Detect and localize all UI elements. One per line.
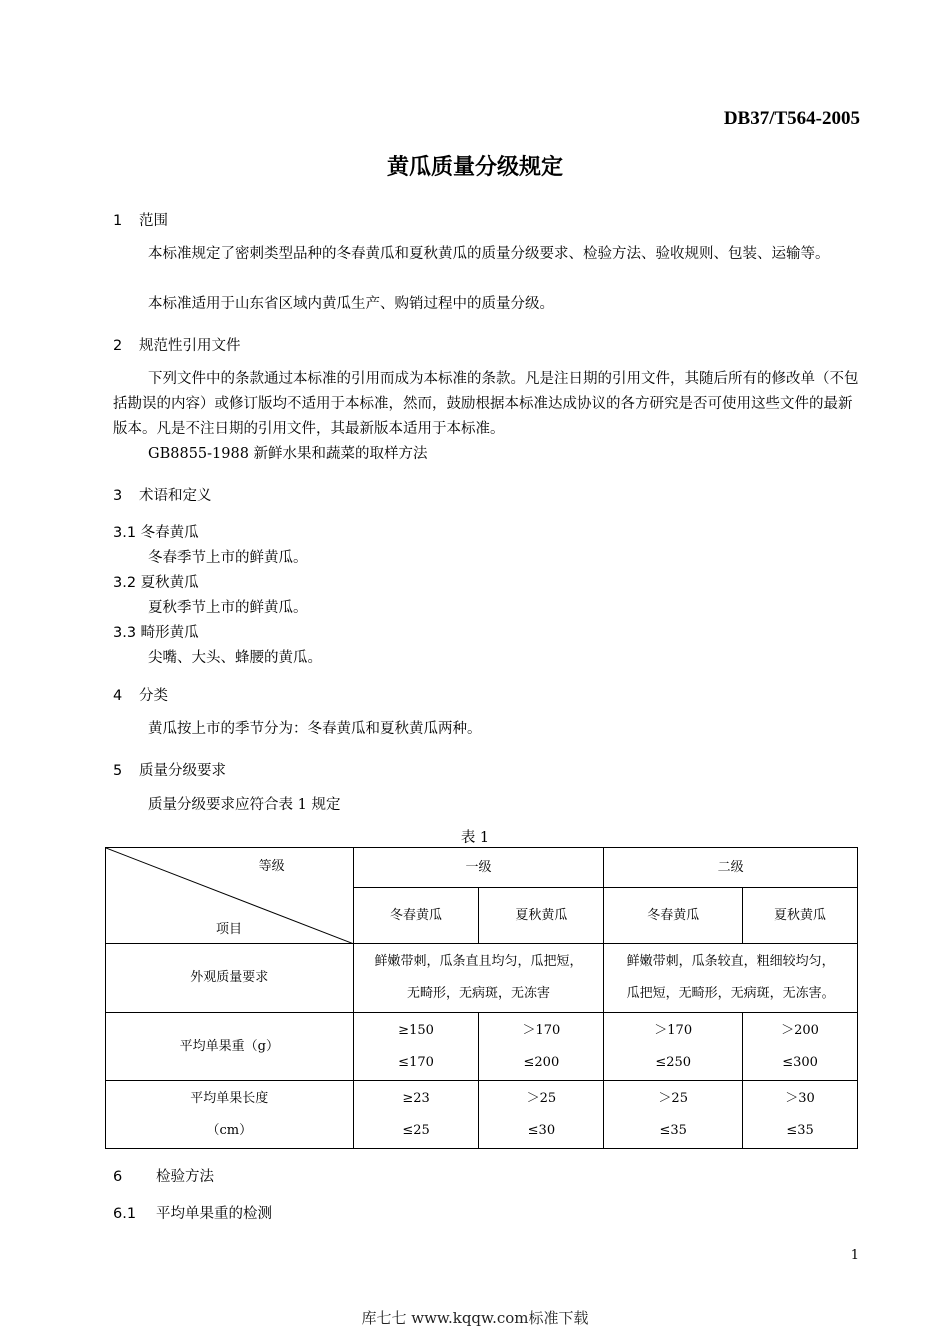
- grade-2-summer-header: 夏秋黄瓜: [743, 888, 858, 944]
- grade-1-header: 一级: [353, 848, 604, 888]
- section-number: 4: [113, 688, 123, 704]
- grade-2-appearance: [604, 944, 858, 1013]
- page-number: 1: [850, 1248, 859, 1263]
- length-g1-summer: [479, 1081, 604, 1149]
- grade-1-summer-header: 夏秋黄瓜: [479, 888, 604, 944]
- term-3-2-definition: 夏秋季节上市的鲜黄瓜。: [148, 600, 308, 616]
- table-row: [106, 1013, 858, 1081]
- length-label: [106, 1081, 354, 1149]
- length-label-line-1: 平均单果长度: [190, 1090, 269, 1106]
- length-label-line-2: （cm）: [206, 1122, 253, 1138]
- grade-1-appearance-line-1: 鲜嫩带刺，瓜条直且均匀，瓜把短，: [374, 954, 583, 969]
- section-3-heading: [113, 484, 212, 505]
- section-title: 术语和定义: [139, 488, 212, 504]
- section-number: 6: [113, 1169, 123, 1185]
- term-3-3-heading: [113, 621, 199, 642]
- weight-g2-summer: [743, 1013, 858, 1081]
- weight-g1-summer: [479, 1013, 604, 1081]
- length-g1-winter: [353, 1081, 479, 1149]
- section-number: 1: [113, 213, 123, 229]
- section-1-heading: [113, 209, 168, 230]
- section-2-heading: [113, 334, 241, 355]
- term-number: 3.1: [113, 525, 137, 541]
- section-title: 平均单果重的检测: [156, 1206, 272, 1222]
- range-min: ＞170: [522, 1022, 561, 1038]
- section-2-paragraph-1: 下列文件中的条款通过本标准的引用而成为本标准的条款。凡是注日期的引用文件，其随后所有的修改单（不包括勘误的内容）或修订版均不适用于本标准，然而，鼓励根据本标准达成协议的各方研究是否可使用这些文件的最新版本。凡是不注日期的引用文件，其最新版本适用于本标准。: [113, 371, 859, 437]
- term-title: 冬春黄瓜: [140, 525, 199, 541]
- section-5-heading: [113, 759, 226, 780]
- grade-2-appearance-line-1: 鲜嫩带刺，瓜条较直，粗细较均匀，: [626, 954, 835, 969]
- range-min: ＞170: [654, 1022, 693, 1038]
- section-title: 范围: [139, 213, 168, 229]
- range-max: ≤300: [782, 1054, 818, 1070]
- table-caption: 表 1: [460, 830, 490, 846]
- corner-level-label: 等级: [258, 859, 285, 874]
- range-min: ＞25: [526, 1090, 557, 1106]
- range-min: ＞200: [781, 1022, 819, 1038]
- standard-code: DB37/T564-2005: [723, 108, 860, 129]
- section-5-paragraph: 质量分级要求应符合表 1 规定: [148, 797, 341, 813]
- section-title: 检验方法: [156, 1169, 214, 1185]
- weight-label: 平均单果重（g）: [106, 1013, 354, 1081]
- section-number: 3: [113, 488, 123, 504]
- appearance-label: 外观质量要求: [106, 944, 354, 1013]
- term-number: 3.3: [113, 625, 137, 641]
- weight-g1-winter: [353, 1013, 479, 1081]
- range-max: ≤170: [398, 1054, 434, 1070]
- length-g2-winter: [604, 1081, 743, 1149]
- term-number: 3.2: [113, 575, 137, 591]
- term-3-3-definition: 尖嘴、大头、蜂腰的黄瓜。: [148, 650, 322, 666]
- section-4-heading: [113, 684, 168, 705]
- grade-1-appearance-line-2: 无畸形，无病斑，无冻害: [406, 986, 550, 1001]
- section-number: 6.1: [113, 1206, 137, 1222]
- grade-2-header: 二级: [604, 848, 858, 888]
- section-number: 5: [113, 763, 123, 779]
- grade-1-winter-header: 冬春黄瓜: [353, 888, 479, 944]
- term-title: 夏秋黄瓜: [140, 575, 199, 591]
- range-min: ≥150: [398, 1022, 434, 1038]
- section-6-1-heading: [113, 1202, 272, 1223]
- section-title: 质量分级要求: [139, 763, 226, 779]
- section-title: 分类: [139, 688, 168, 704]
- table-corner-cell: [106, 848, 354, 944]
- range-min: ≥23: [402, 1090, 430, 1106]
- table-row: [106, 1081, 858, 1149]
- range-max: ≤35: [659, 1122, 687, 1138]
- corner-item-label: 项目: [216, 922, 243, 937]
- range-min: ＞25: [658, 1090, 688, 1106]
- term-3-1-heading: [113, 521, 199, 542]
- table-row: [106, 944, 858, 1013]
- grade-2-winter-header: 冬春黄瓜: [604, 888, 743, 944]
- weight-g2-winter: [604, 1013, 743, 1081]
- range-max: ≤200: [523, 1054, 560, 1070]
- term-title: 畸形黄瓜: [140, 625, 199, 641]
- document-title: 黄瓜质量分级规定: [386, 155, 563, 180]
- section-2-reference: GB8855-1988 新鲜水果和蔬菜的取样方法: [148, 446, 428, 462]
- quality-grade-table: [105, 847, 858, 1149]
- term-3-2-heading: [113, 571, 199, 592]
- section-6-heading: [113, 1165, 214, 1186]
- range-max: ≤25: [402, 1122, 430, 1138]
- range-max: ≤250: [655, 1054, 692, 1070]
- length-g2-summer: [743, 1081, 858, 1149]
- grade-1-appearance: [353, 944, 604, 1013]
- footer-watermark: 库七七 www.kqqw.com标准下载: [361, 1309, 589, 1327]
- section-1-paragraph-1: 本标准规定了密刺类型品种的冬春黄瓜和夏秋黄瓜的质量分级要求、检验方法、验收规则、包装、运输等。: [148, 246, 830, 262]
- section-4-paragraph: 黄瓜按上市的季节分为：冬春黄瓜和夏秋黄瓜两种。: [148, 721, 482, 737]
- section-1-paragraph-2: 本标准适用于山东省区域内黄瓜生产、购销过程中的质量分级。: [148, 296, 554, 312]
- range-max: ≤35: [786, 1122, 814, 1138]
- grade-2-appearance-line-2: 瓜把短，无畸形，无病斑，无冻害。: [626, 986, 835, 1001]
- section-title: 规范性引用文件: [139, 338, 241, 354]
- table-row: [106, 848, 858, 888]
- range-min: ＞30: [785, 1090, 815, 1106]
- range-max: ≤30: [527, 1122, 556, 1138]
- section-number: 2: [113, 338, 123, 354]
- term-3-1-definition: 冬春季节上市的鲜黄瓜。: [148, 550, 308, 566]
